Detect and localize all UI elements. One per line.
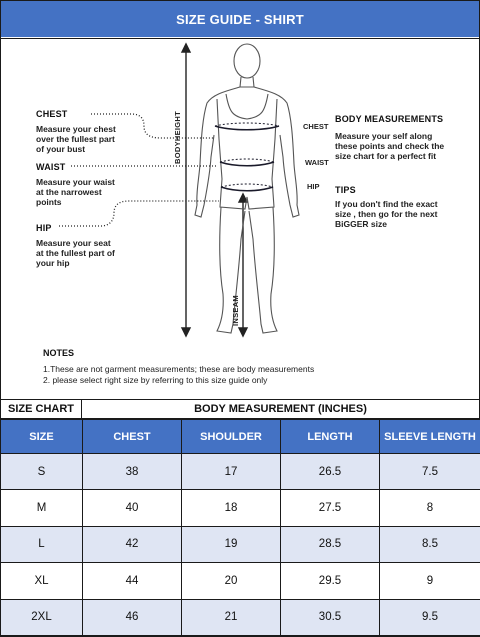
shoulder-cell: 18: [182, 490, 281, 526]
body-measurement-label: BODY MEASUREMENT (INCHES): [82, 399, 480, 419]
hip-tag: HIP: [307, 182, 320, 191]
body-figure-illustration: [1, 39, 479, 400]
size-table: [0, 419, 480, 636]
body-measurements-text-2: these points and check the: [335, 141, 445, 151]
size-cell: M: [1, 490, 83, 526]
chest-cell: 42: [83, 526, 182, 562]
human-outline: [195, 44, 299, 333]
length-cell: 28.5: [281, 526, 380, 562]
note-item-1: 1.These are not garment measurements; these are body measurements: [43, 364, 315, 374]
hip-heading: HIP: [36, 223, 52, 233]
waist-heading: WAIST: [36, 162, 66, 172]
body-measurements-text-3: size chart for a perfect fit: [335, 151, 437, 161]
waist-band: [220, 159, 274, 166]
length-cell: 27.5: [281, 490, 380, 526]
waist-description-2: at the narrowest: [36, 187, 102, 197]
chest-description-1: Measure your chest: [36, 124, 116, 134]
hip-band: [221, 184, 273, 191]
notes-heading: NOTES: [43, 348, 75, 358]
chest-cell: 46: [83, 599, 182, 635]
shoulder-cell: 17: [182, 454, 281, 490]
sleeve-length-cell: 8: [380, 490, 480, 526]
tips-text-2: size , then go for the next: [335, 209, 438, 219]
bodyheight-arrow: [182, 44, 190, 336]
size-cell: 2XL: [1, 599, 83, 635]
tips-heading: TIPS: [335, 185, 356, 195]
table-row: [1, 599, 480, 635]
size-chart: [0, 399, 480, 637]
length-cell: 29.5: [281, 563, 380, 599]
table-header-row: [1, 420, 480, 454]
waist-description-1: Measure your waist: [36, 177, 115, 187]
chest-cell: 40: [83, 490, 182, 526]
chest-band: [215, 123, 279, 130]
length-cell: 30.5: [281, 599, 380, 635]
table-row: [1, 563, 480, 599]
chest-cell: 38: [83, 454, 182, 490]
chest-description-2: over the fullest part: [36, 134, 115, 144]
size-cell: L: [1, 526, 83, 562]
hip-description-2: at the fullest part of: [36, 248, 115, 258]
chest-heading: CHEST: [36, 109, 68, 119]
hip-description-3: your hip: [36, 258, 70, 268]
tips-text-3: BiGGER size: [335, 219, 387, 229]
page-title: SIZE GUIDE - SHIRT: [1, 1, 479, 37]
sleeve-length-cell: 9.5: [380, 599, 480, 635]
table-row: [1, 526, 480, 562]
size-chart-header-row: [0, 399, 480, 419]
chest-cell: 44: [83, 563, 182, 599]
hip-description-1: Measure your seat: [36, 238, 111, 248]
body-measurements-text-1: Measure your self along: [335, 131, 433, 141]
body-measurements-heading: BODY MEASUREMENTS: [335, 114, 444, 124]
chest-description-3: of your bust: [36, 144, 86, 154]
chest-tag: CHEST: [303, 122, 329, 131]
size-chart-label: SIZE CHART: [0, 399, 82, 419]
column-header-length: LENGTH: [281, 420, 380, 454]
size-cell: XL: [1, 563, 83, 599]
shoulder-cell: 19: [182, 526, 281, 562]
shoulder-cell: 21: [182, 599, 281, 635]
sleeve-length-cell: 7.5: [380, 454, 480, 490]
measurement-guide: [1, 38, 479, 399]
column-header-sleeve-length: SLEEVE LENGTH: [380, 420, 480, 454]
waist-tag: WAIST: [305, 158, 329, 167]
inseam-label: INSEAM: [231, 295, 240, 326]
tips-text-1: If you don't find the exact: [335, 199, 438, 209]
bodyheight-label: BODYHEIGHT: [173, 110, 182, 164]
column-header-chest: CHEST: [83, 420, 182, 454]
table-row: [1, 454, 480, 490]
note-item-2: 2. please select right size by referring to this size guide only: [43, 375, 268, 385]
waist-description-3: points: [36, 197, 62, 207]
column-header-size: SIZE: [1, 420, 83, 454]
column-header-shoulder: SHOULDER: [182, 420, 281, 454]
length-cell: 26.5: [281, 454, 380, 490]
size-cell: S: [1, 454, 83, 490]
table-row: [1, 490, 480, 526]
shoulder-cell: 20: [182, 563, 281, 599]
sleeve-length-cell: 8.5: [380, 526, 480, 562]
sleeve-length-cell: 9: [380, 563, 480, 599]
